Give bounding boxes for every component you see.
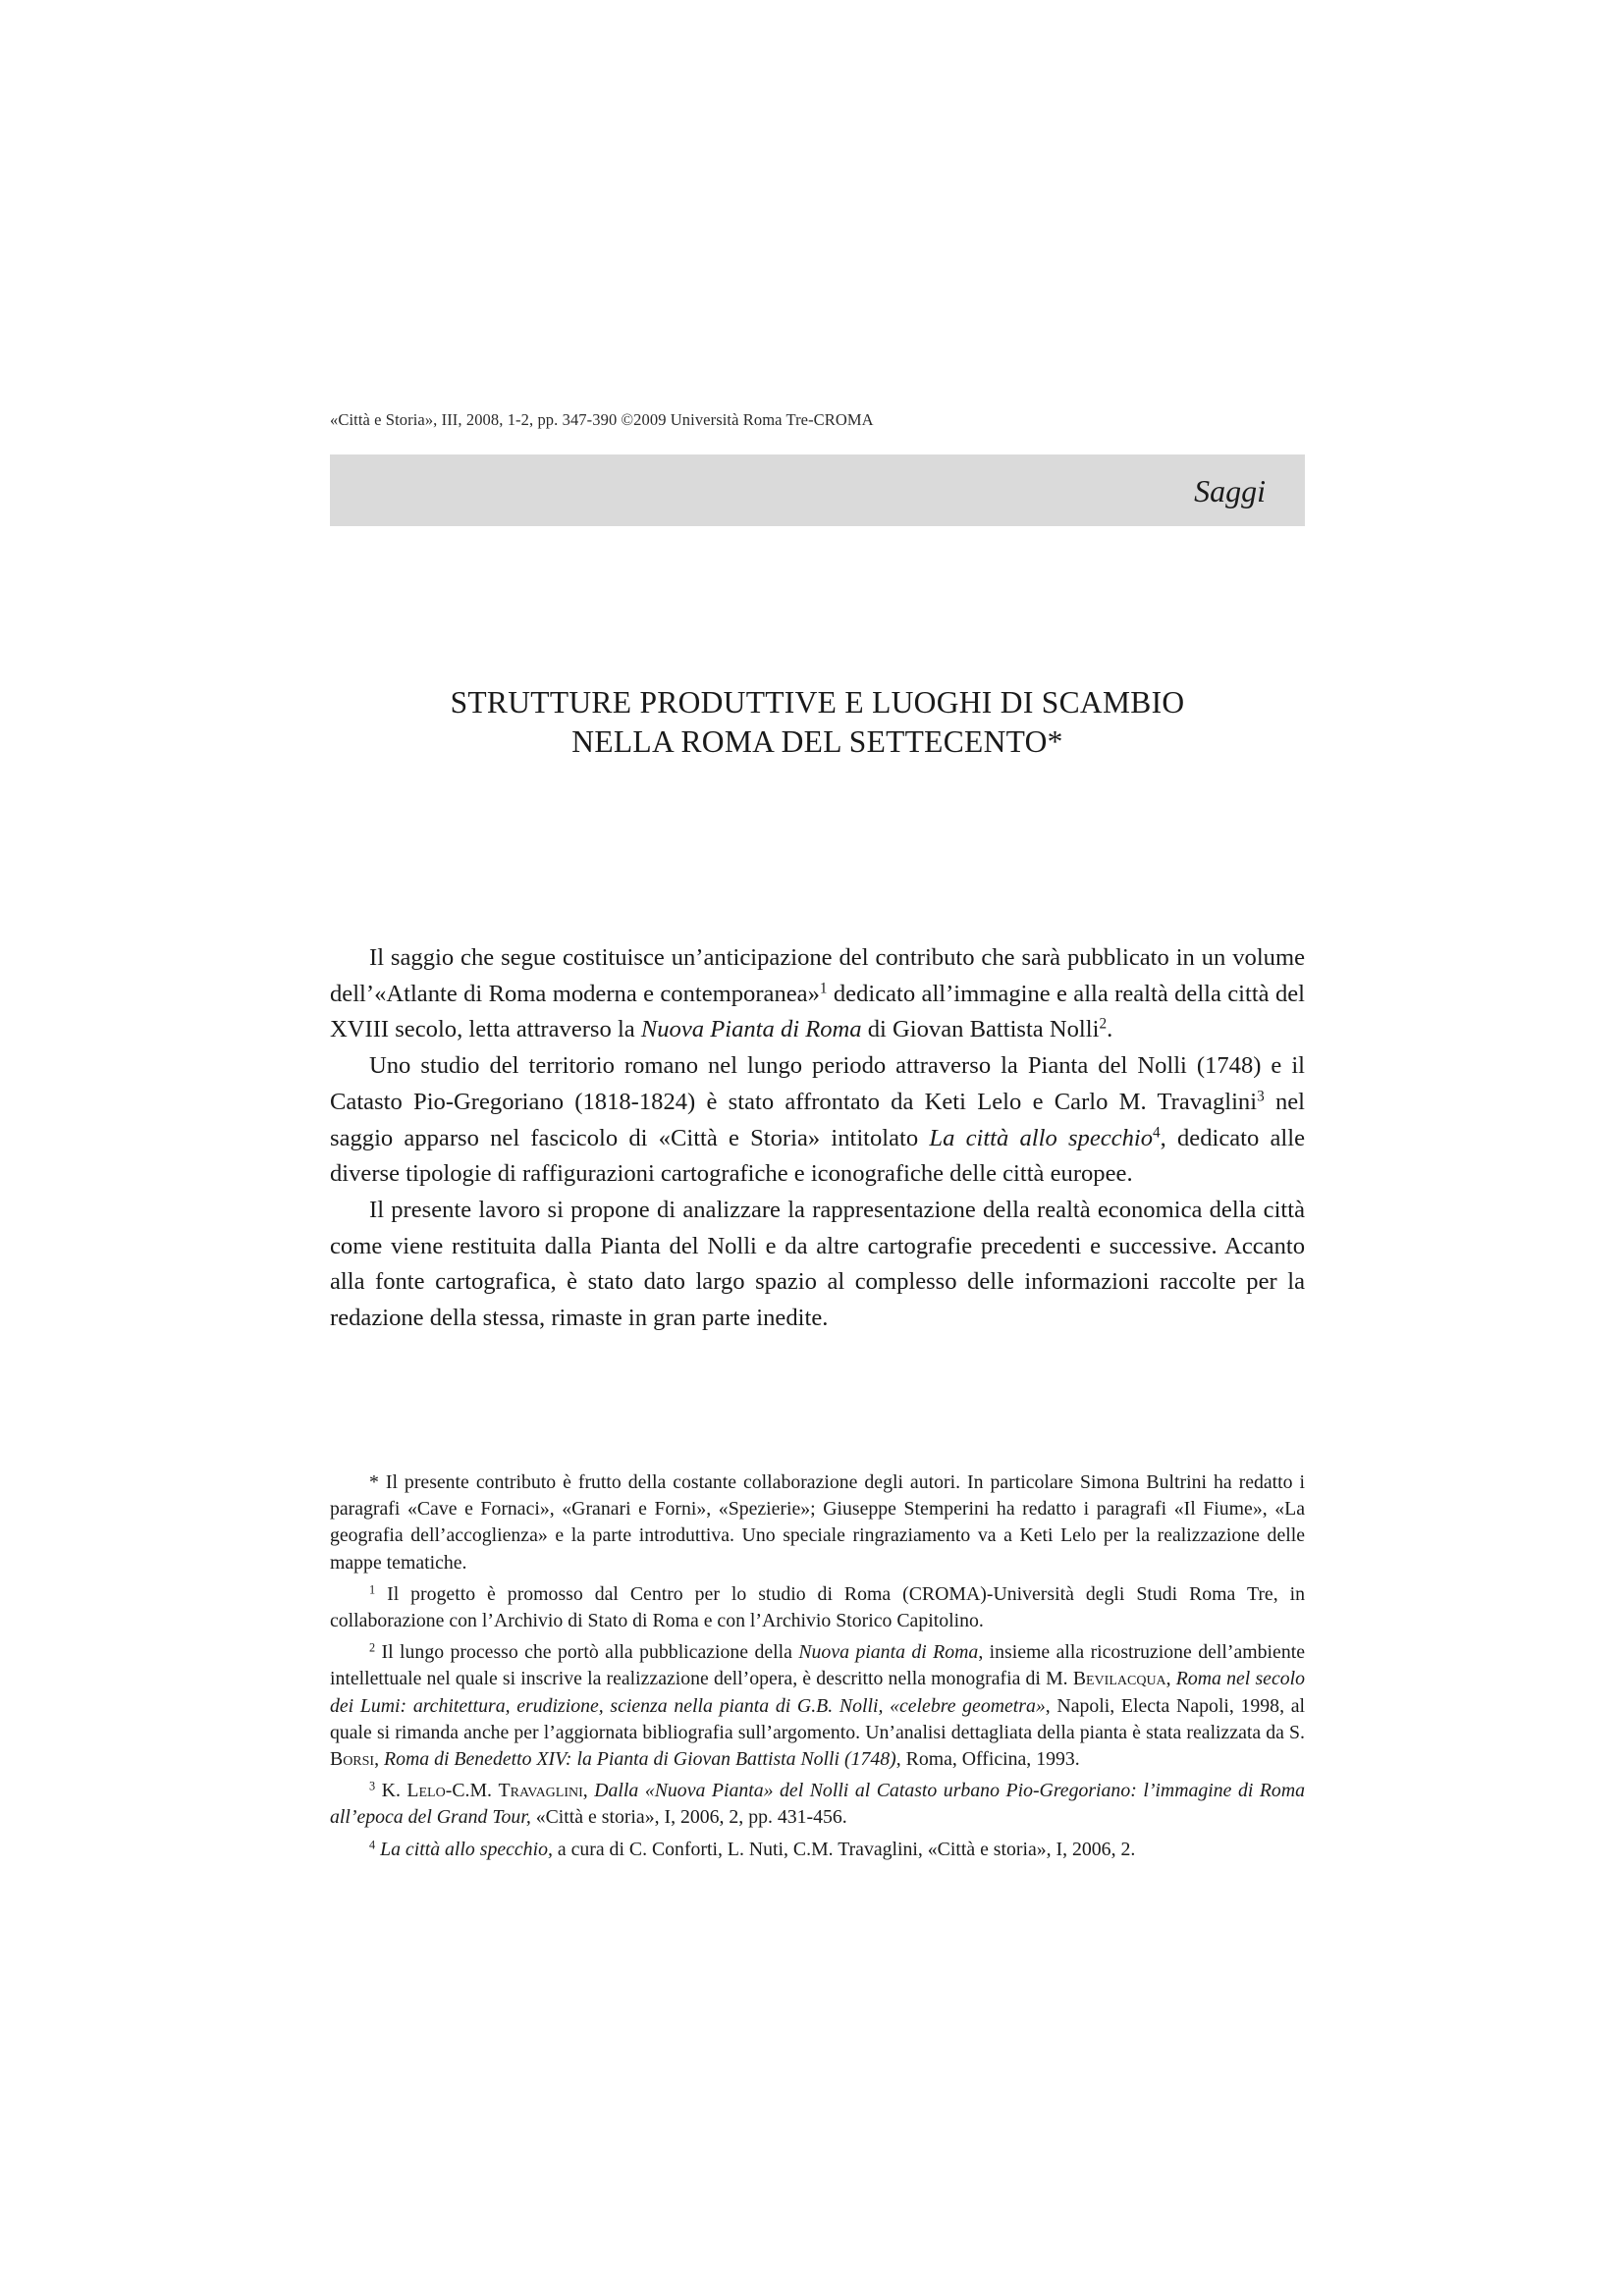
footnote-3	[330, 1778, 1305, 1831]
text-run: «Città e storia», I, 2006, 2, pp. 431-456.	[530, 1806, 847, 1829]
text-run: , dedicato alle diverse tipologie di raffigurazioni cartografiche e iconografiche delle città europee.	[330, 1124, 1306, 1188]
body-text	[330, 940, 1305, 1337]
text-run: -C.M.	[445, 1780, 499, 1802]
footnote-star: * Il presente contributo è frutto della costante collaborazione degli autori. In particolare Simona Bultrini ha redatto i paragrafi «Cave e Fornaci», «Granari e Forni», «Spezierie»; Giuseppe Stemperini ha redatto i paragrafi «Il Fiume», «La geografia dell’accoglienza» e la parte introduttiva. Uno speciale ringraziamento va a Keti Lelo per la realizzazione delle mappe tematiche.	[330, 1471, 1305, 1574]
footnote-ref-2: 2	[1099, 1016, 1108, 1034]
article-title	[330, 683, 1305, 762]
footnote-number: 2	[369, 1640, 376, 1655]
section-label: Saggi	[1194, 473, 1266, 508]
article-title-line-1: STRUTTURE PRODUTTIVE E LUOGHI DI SCAMBIO	[450, 685, 1185, 720]
text-run: , Roma, Officina, 1993.	[895, 1748, 1080, 1771]
italic-title: Nuova pianta di Roma	[798, 1641, 979, 1664]
text-run: .	[1107, 1016, 1113, 1043]
footnotes	[330, 1469, 1305, 1868]
body-paragraph-2	[330, 1048, 1305, 1193]
author-name: Lelo	[406, 1780, 446, 1802]
text-run: Il progetto è promosso dal Centro per lo studio di Roma (CROMA)-Università degli Studi Roma Tre, in collaborazione con l’Archivio di Stato di Roma e con l’Archivio Storico Capitolino.	[330, 1582, 1305, 1632]
italic-title: Dalla «Nuova Pianta» del Nolli al Catasto urbano Pio-Gregoriano: l’immagine di Roma all’epoca del Grand Tour,	[330, 1780, 1306, 1829]
italic-title: Roma di Benedetto XIV: la Pianta di Giovan Battista Nolli (1748)	[383, 1748, 896, 1771]
footnote-number: 3	[369, 1779, 376, 1793]
footnote-number: 4	[369, 1837, 376, 1851]
text-run: , Napoli, Electa Napoli, 1998, al quale si rimanda anche per l’aggiornata bibliografia sull’argomento. Un’analisi dettagliata della pianta è stata realizzata da S.	[330, 1694, 1305, 1743]
body-paragraph-1	[330, 940, 1305, 1048]
italic-title: La città allo specchio	[929, 1124, 1154, 1151]
text-run: a cura di C. Conforti, L. Nuti, C.M. Travaglini, «Città e storia», I, 2006, 2.	[552, 1838, 1136, 1860]
footnote-2	[330, 1639, 1305, 1773]
author-name: Travaglini	[498, 1780, 583, 1802]
author-name: Borsi	[330, 1748, 375, 1771]
italic-title: Roma nel secolo dei Lumi: architettura, erudizione, scienza nella pianta di G.B. Nolli, «celebre geometra»	[330, 1668, 1305, 1717]
footnote-ref-4: 4	[1153, 1124, 1161, 1142]
running-head: «Città e Storia», III, 2008, 1-2, pp. 347-390 ©2009 Università Roma Tre-CROMA	[330, 410, 874, 429]
text-run: Uno studio del territorio romano nel lungo periodo attraverso la Pianta del Nolli (1748) e il Catasto Pio-Gregoriano (1818-1824) è stato affrontato da Keti Lelo e Carlo M. Travaglini	[330, 1052, 1305, 1115]
text-run: dedicato all’immagine e alla realtà della città del XVIII secolo, letta attraverso la	[330, 980, 1305, 1043]
footnote-number: 1	[369, 1582, 376, 1597]
footnote-ref-3: 3	[1257, 1088, 1265, 1105]
footnote-ref-1: 1	[819, 980, 828, 997]
text-run: ,	[374, 1748, 384, 1771]
section-band	[330, 454, 1305, 526]
italic-title: La città allo specchio,	[380, 1838, 553, 1860]
text-run: di Giovan Battista Nolli	[861, 1016, 1100, 1043]
text-run: ,	[582, 1780, 595, 1802]
text-run: ,	[1165, 1668, 1176, 1690]
italic-title: Nuova Pianta di Roma	[640, 1016, 862, 1043]
text-run: Il lungo processo che portò alla pubblicazione della	[375, 1641, 799, 1664]
footnote-4	[330, 1837, 1305, 1863]
text-run: , insieme alla ricostruzione dell’ambiente intellettuale nel quale si inscrive la realizzazione dell’opera, è descritto nella monografia di M.	[330, 1641, 1305, 1690]
author-name: Bevilacqua	[1072, 1668, 1166, 1690]
text-run: K.	[375, 1780, 407, 1802]
text-run: Il saggio che segue costituisce un’anticipazione del contributo che sarà pubblicato in un volume dell’«Atlante di Roma moderna e contemporanea»	[330, 944, 1305, 1007]
footnote-1	[330, 1581, 1305, 1634]
article-title-line-2: NELLA ROMA DEL SETTECENTO*	[571, 724, 1063, 759]
text-run: nel saggio apparso nel fascicolo di «Città e Storia» intitolato	[330, 1088, 1305, 1151]
body-paragraph-3: Il presente lavoro si propone di analizzare la rappresentazione della realtà economica della città come viene restituita dalla Pianta del Nolli e da altre cartografie precedenti e successive. Accanto alla fonte cartografica, è stato dato largo spazio al complesso delle informazioni raccolte per la redazione della stessa, rimaste in gran parte inedite.	[330, 1196, 1305, 1332]
